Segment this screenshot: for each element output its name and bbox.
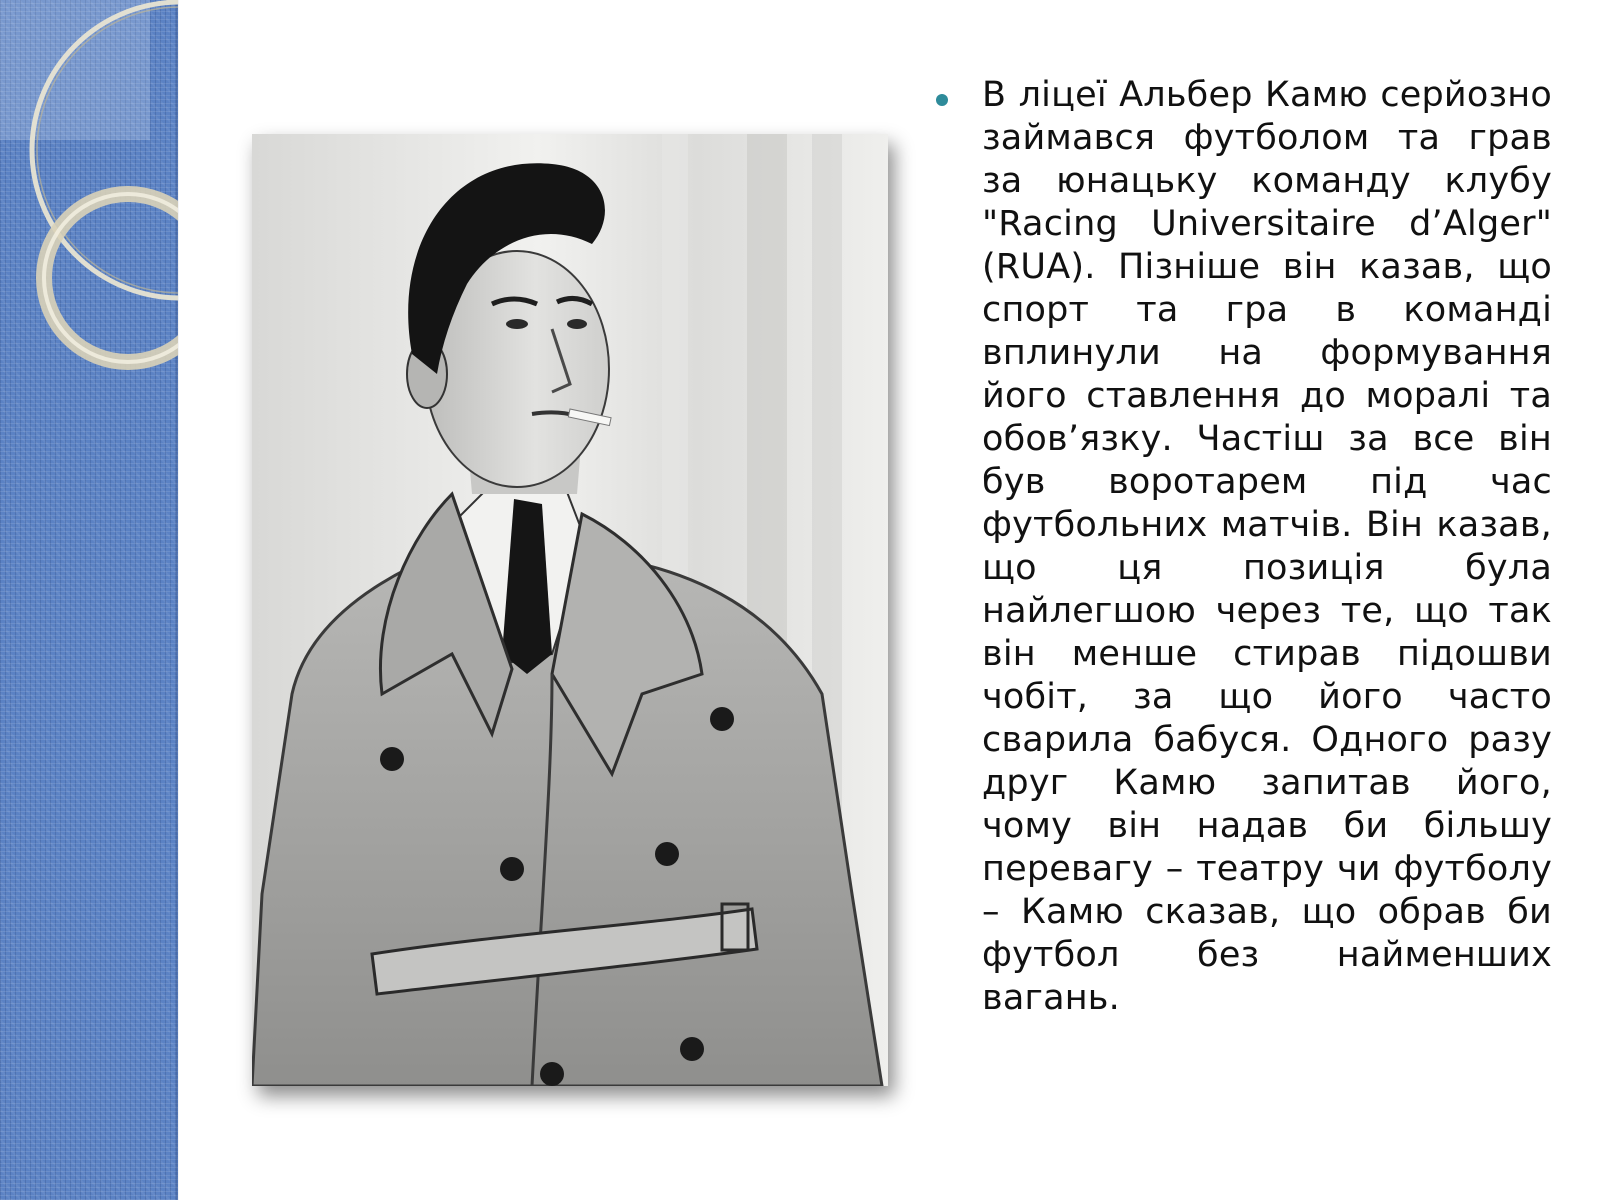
bullet-dot-icon [936, 94, 948, 106]
rings-graphic [0, 0, 178, 400]
bullet-text: В ліцеї Альбер Камю серйозно займався футболом та грав за юнацьку команду клубу "Racing Universitaire d’Alger" (RUA). Пізніше він казав, що спорт та гра в команді вплинули на формування його ставлення до моралі та обов’язку. Частіш за все він був воротарем під час футбольних матчів. Він казав, що ця позиція була найлегшою через те, що так він менше стирав підошви чобіт, за що його часто сварила бабуся. Одного разу друг Камю запитав його, чому він надав би більшу перевагу – театру чи футболу – Камю сказав, що обрав би футбол без найменших вагань. [982, 75, 1552, 1018]
coat-button [710, 707, 734, 731]
decorative-rings [0, 0, 178, 400]
translucent-panel [0, 0, 150, 140]
text-content [936, 74, 1552, 1020]
portrait-photo [252, 134, 888, 1086]
thick-ring [44, 194, 178, 362]
eye [567, 319, 587, 329]
coat-button [655, 842, 679, 866]
coat-button [500, 857, 524, 881]
coat-button [380, 747, 404, 771]
coat-button [540, 1062, 564, 1086]
coat-button [680, 1037, 704, 1061]
portrait-illustration [252, 134, 888, 1086]
bullet-item [936, 74, 1552, 1020]
eye [506, 319, 528, 329]
